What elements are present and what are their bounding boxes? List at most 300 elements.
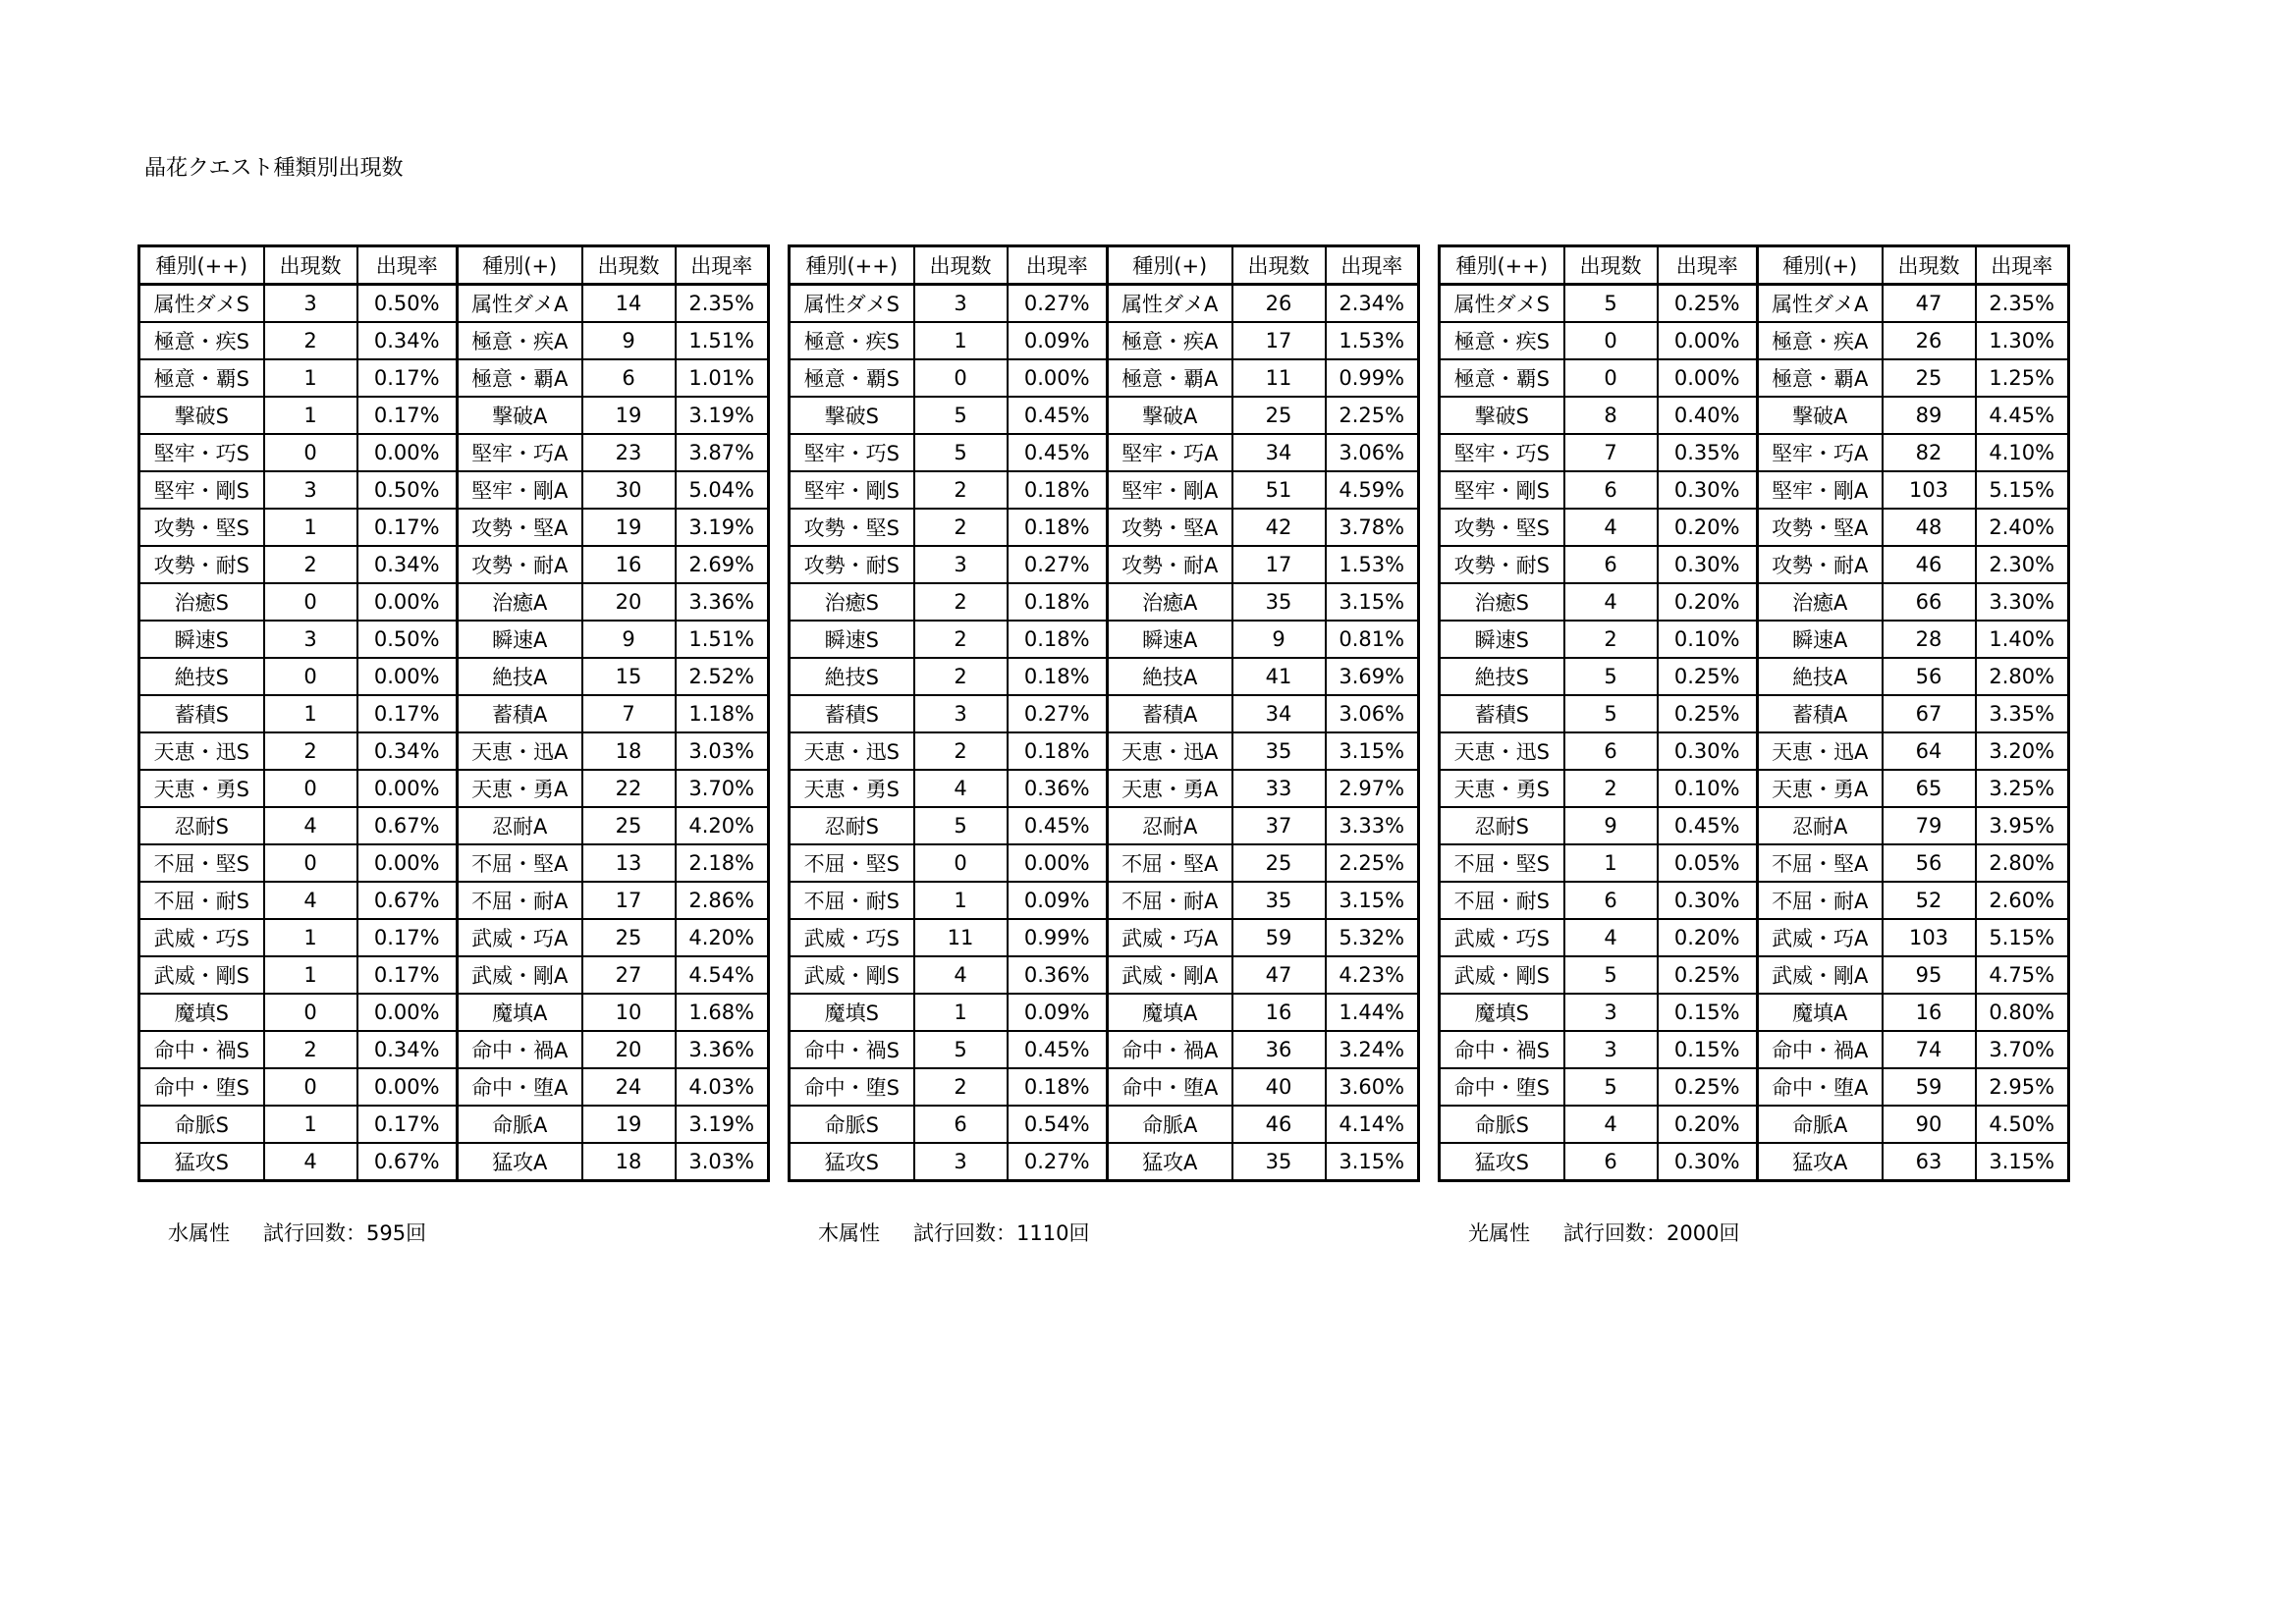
table-cell: 治癒S	[790, 583, 914, 621]
table-cell: 1.44%	[1326, 994, 1419, 1031]
table-cell: 3.03%	[676, 1143, 769, 1181]
table-cell: 3	[1564, 1031, 1658, 1068]
table-row	[1440, 546, 2069, 583]
table-cell: 0.15%	[1658, 994, 1758, 1031]
table-cell: 0.10%	[1658, 621, 1758, 658]
table-cell: 0	[264, 770, 357, 807]
table-cell: 5	[914, 434, 1008, 471]
table-cell: 瞬速S	[1440, 621, 1564, 658]
table-row	[139, 397, 769, 434]
table-cell: 5	[1564, 1068, 1658, 1106]
table-cell: 0.20%	[1658, 919, 1758, 956]
table-cell: 41	[1232, 658, 1326, 695]
table-cell: 5	[914, 807, 1008, 844]
table-cell: 0.00%	[1658, 322, 1758, 359]
table-cell: 3.15%	[1326, 882, 1419, 919]
column-header: 出現数	[914, 246, 1008, 285]
column-header: 出現数	[264, 246, 357, 285]
table-cell: 不屈・耐A	[458, 882, 582, 919]
table-cell: 9	[1564, 807, 1658, 844]
table-cell: 極意・疾A	[1108, 322, 1232, 359]
header-row	[1440, 246, 2069, 285]
table-cell: 蓄積A	[1108, 695, 1232, 732]
table-cell: 16	[1232, 994, 1326, 1031]
table-cell: 4	[1564, 583, 1658, 621]
table-cell: 属性ダメS	[1440, 285, 1564, 323]
table-cell: 0.27%	[1008, 1143, 1108, 1181]
table-cell: 攻勢・耐S	[1440, 546, 1564, 583]
table-cell: 0.18%	[1008, 1068, 1108, 1106]
table-cell: 74	[1883, 1031, 1976, 1068]
table-cell: 11	[914, 919, 1008, 956]
table-cell: 6	[914, 1106, 1008, 1143]
table-cell: 82	[1883, 434, 1976, 471]
table-cell: 7	[1564, 434, 1658, 471]
table-cell: 4.10%	[1976, 434, 2069, 471]
table-row	[790, 919, 1419, 956]
table-row	[790, 770, 1419, 807]
table-row	[139, 1031, 769, 1068]
table-cell: 34	[1232, 695, 1326, 732]
table-cell: 攻勢・耐A	[1758, 546, 1883, 583]
table-row	[139, 322, 769, 359]
table-cell: 攻勢・耐S	[139, 546, 264, 583]
table-cell: 0.81%	[1326, 621, 1419, 658]
table-row	[790, 807, 1419, 844]
table-cell: 攻勢・堅S	[139, 509, 264, 546]
table-cell: 命中・堕A	[458, 1068, 582, 1106]
table-cell: 絶技S	[790, 658, 914, 695]
table-row	[1440, 844, 2069, 882]
table-cell: 1	[914, 882, 1008, 919]
table-cell: 0.09%	[1008, 994, 1108, 1031]
table-cell: 2	[914, 509, 1008, 546]
table-row	[1440, 285, 2069, 323]
table-row	[790, 994, 1419, 1031]
table-cell: 極意・疾A	[1758, 322, 1883, 359]
table-cell: 3.95%	[1976, 807, 2069, 844]
table-cell: 命中・堕A	[1758, 1068, 1883, 1106]
table-cell: 9	[1232, 621, 1326, 658]
table-cell: 不屈・耐A	[1758, 882, 1883, 919]
table-cell: 3.87%	[676, 434, 769, 471]
header-row	[790, 246, 1419, 285]
table-cell: 0.18%	[1008, 509, 1108, 546]
table-cell: 絶技S	[1440, 658, 1564, 695]
table-row	[1440, 621, 2069, 658]
table-cell: 1.53%	[1326, 546, 1419, 583]
table-cell: 2.35%	[676, 285, 769, 323]
table-cell: 13	[582, 844, 676, 882]
table-cell: 極意・覇S	[139, 359, 264, 397]
table-cell: 51	[1232, 471, 1326, 509]
column-header: 出現率	[1658, 246, 1758, 285]
table-cell: 武威・剛S	[1440, 956, 1564, 994]
table-cell: 0.34%	[357, 1031, 458, 1068]
table-cell: 1.30%	[1976, 322, 2069, 359]
table-cell: 命脈S	[790, 1106, 914, 1143]
table-row	[1440, 882, 2069, 919]
table-cell: 0.50%	[357, 285, 458, 323]
table-row	[790, 1031, 1419, 1068]
table-cell: 23	[582, 434, 676, 471]
table-cell: 武威・剛A	[1758, 956, 1883, 994]
table-cell: 攻勢・耐A	[1108, 546, 1232, 583]
table-cell: 6	[582, 359, 676, 397]
table-cell: 1	[264, 695, 357, 732]
table-cell: 瞬速S	[139, 621, 264, 658]
table-cell: 0.25%	[1658, 1068, 1758, 1106]
table-cell: 不屈・耐S	[1440, 882, 1564, 919]
table-cell: 0.00%	[357, 844, 458, 882]
table-row	[1440, 658, 2069, 695]
table-cell: 0.17%	[357, 397, 458, 434]
table-row	[139, 285, 769, 323]
table-cell: 武威・剛A	[458, 956, 582, 994]
table-body	[790, 285, 1419, 1181]
caption-light	[1468, 1219, 1739, 1247]
table-row	[139, 956, 769, 994]
table-cell: 猛攻A	[1758, 1143, 1883, 1181]
table-cell: 命脈S	[1440, 1106, 1564, 1143]
table-row	[790, 509, 1419, 546]
column-header: 種別(++)	[1440, 246, 1564, 285]
table-cell: 0.27%	[1008, 695, 1108, 732]
table-cell: 64	[1883, 732, 1976, 770]
table-cell: 56	[1883, 844, 1976, 882]
table-cell: 0.17%	[357, 359, 458, 397]
table-cell: 不屈・堅S	[790, 844, 914, 882]
table-cell: 56	[1883, 658, 1976, 695]
table-cell: 6	[1564, 882, 1658, 919]
table-cell: 天恵・迅S	[790, 732, 914, 770]
column-header: 種別(++)	[790, 246, 914, 285]
table-cell: 4	[264, 807, 357, 844]
table-cell: 魔填S	[790, 994, 914, 1031]
table-cell: 武威・巧A	[1108, 919, 1232, 956]
table-cell: 4.54%	[676, 956, 769, 994]
table-cell: 2	[264, 732, 357, 770]
table-row	[139, 732, 769, 770]
table-cell: 3.78%	[1326, 509, 1419, 546]
table-cell: 命中・禍A	[458, 1031, 582, 1068]
table-cell: 0.36%	[1008, 956, 1108, 994]
table-cell: 0	[264, 994, 357, 1031]
table-cell: 4.50%	[1976, 1106, 2069, 1143]
table-cell: 2.35%	[1976, 285, 2069, 323]
table-row	[139, 844, 769, 882]
quest-table-light	[1438, 244, 2070, 1182]
table-row	[790, 471, 1419, 509]
table-cell: 魔填A	[1758, 994, 1883, 1031]
table-cell: 0.40%	[1658, 397, 1758, 434]
table-cell: 武威・剛A	[1108, 956, 1232, 994]
table-cell: 8	[1564, 397, 1658, 434]
table-cell: 堅牢・巧S	[139, 434, 264, 471]
table-cell: 不屈・耐A	[1108, 882, 1232, 919]
table-cell: 2.86%	[676, 882, 769, 919]
table-cell: 5	[1564, 695, 1658, 732]
table-cell: 極意・疾S	[1440, 322, 1564, 359]
table-cell: 3.19%	[676, 509, 769, 546]
table-cell: 0.54%	[1008, 1106, 1108, 1143]
column-header: 出現率	[1008, 246, 1108, 285]
table-cell: 4.20%	[676, 919, 769, 956]
table-cell: 5.15%	[1976, 471, 2069, 509]
table-cell: 0.17%	[357, 956, 458, 994]
table-cell: 3.24%	[1326, 1031, 1419, 1068]
table-row	[139, 770, 769, 807]
table-cell: 0	[1564, 359, 1658, 397]
table-cell: 3.25%	[1976, 770, 2069, 807]
column-header: 種別(+)	[1758, 246, 1883, 285]
table-cell: 絶技S	[139, 658, 264, 695]
table-cell: 2.52%	[676, 658, 769, 695]
table-cell: 59	[1883, 1068, 1976, 1106]
table-cell: 10	[582, 994, 676, 1031]
table-cell: 堅牢・巧S	[1440, 434, 1564, 471]
table-row	[139, 658, 769, 695]
table-cell: 14	[582, 285, 676, 323]
table-row	[790, 1106, 1419, 1143]
table-cell: 5	[914, 397, 1008, 434]
table-cell: 忍耐A	[458, 807, 582, 844]
table-cell: 2.25%	[1326, 844, 1419, 882]
table-cell: 天恵・勇A	[1108, 770, 1232, 807]
table-cell: 48	[1883, 509, 1976, 546]
table-cell: 堅牢・剛A	[1758, 471, 1883, 509]
table-cell: 3	[264, 285, 357, 323]
table-cell: 2.97%	[1326, 770, 1419, 807]
table-cell: 攻勢・堅A	[458, 509, 582, 546]
caption-wood	[818, 1219, 1089, 1247]
table-row	[790, 732, 1419, 770]
table-cell: 極意・疾S	[139, 322, 264, 359]
table-cell: 0.18%	[1008, 583, 1108, 621]
table-cell: 0.35%	[1658, 434, 1758, 471]
table-cell: 0	[914, 844, 1008, 882]
table-cell: 3.03%	[676, 732, 769, 770]
table-cell: 攻勢・堅S	[1440, 509, 1564, 546]
table-cell: 堅牢・剛S	[1440, 471, 1564, 509]
header-row	[139, 246, 769, 285]
table-cell: 天恵・勇A	[458, 770, 582, 807]
table-cell: 4	[1564, 919, 1658, 956]
table-cell: 2	[264, 546, 357, 583]
table-cell: 堅牢・巧S	[790, 434, 914, 471]
table-cell: 25	[582, 919, 676, 956]
table-cell: 攻勢・耐S	[790, 546, 914, 583]
table-cell: 34	[1232, 434, 1326, 471]
table-cell: 2	[264, 322, 357, 359]
table-cell: 3.33%	[1326, 807, 1419, 844]
table-cell: 0	[264, 844, 357, 882]
column-header: 出現率	[357, 246, 458, 285]
table-cell: 16	[1883, 994, 1976, 1031]
table-cell: 6	[1564, 1143, 1658, 1181]
table-cell: 6	[1564, 471, 1658, 509]
table-cell: 1.51%	[676, 621, 769, 658]
table-row	[139, 621, 769, 658]
table-cell: 103	[1883, 919, 1976, 956]
table-cell: 20	[582, 1031, 676, 1068]
table-cell: 猛攻S	[790, 1143, 914, 1181]
table-row	[139, 994, 769, 1031]
table-cell: 堅牢・巧A	[1758, 434, 1883, 471]
table-cell: 5	[1564, 658, 1658, 695]
table-cell: 0.09%	[1008, 882, 1108, 919]
table-cell: 52	[1883, 882, 1976, 919]
column-header: 出現率	[1326, 246, 1419, 285]
table-cell: 2.80%	[1976, 658, 2069, 695]
table-row	[139, 359, 769, 397]
table-cell: 0.17%	[357, 509, 458, 546]
table-cell: 堅牢・巧A	[458, 434, 582, 471]
table-cell: 0.18%	[1008, 732, 1108, 770]
table-cell: 属性ダメS	[139, 285, 264, 323]
table-cell: 0	[264, 434, 357, 471]
table-cell: 2.40%	[1976, 509, 2069, 546]
table-cell: 0.25%	[1658, 695, 1758, 732]
table-cell: 0.50%	[357, 621, 458, 658]
table-cell: 18	[582, 1143, 676, 1181]
table-cell: 20	[582, 583, 676, 621]
table-row	[790, 322, 1419, 359]
table-cell: 属性ダメS	[790, 285, 914, 323]
table-cell: 0.99%	[1008, 919, 1108, 956]
table-cell: 0.67%	[357, 882, 458, 919]
table-cell: 17	[1232, 322, 1326, 359]
attribute-label: 水属性	[168, 1221, 230, 1245]
table-cell: 魔填A	[1108, 994, 1232, 1031]
table-cell: 30	[582, 471, 676, 509]
table-cell: 天恵・迅S	[1440, 732, 1564, 770]
table-cell: 0	[1564, 322, 1658, 359]
table-cell: 命脈A	[1108, 1106, 1232, 1143]
table-cell: 5.32%	[1326, 919, 1419, 956]
table-cell: 90	[1883, 1106, 1976, 1143]
table-row	[790, 397, 1419, 434]
table-cell: 0.25%	[1658, 285, 1758, 323]
table-cell: 攻勢・堅A	[1758, 509, 1883, 546]
table-row	[1440, 471, 2069, 509]
table-cell: 3.30%	[1976, 583, 2069, 621]
table-cell: 35	[1232, 732, 1326, 770]
table-cell: 4.14%	[1326, 1106, 1419, 1143]
table-cell: 0	[264, 583, 357, 621]
table-row	[1440, 509, 2069, 546]
table-cell: 2	[914, 1068, 1008, 1106]
table-row	[790, 695, 1419, 732]
table-cell: 堅牢・剛S	[139, 471, 264, 509]
table-cell: 0	[264, 1068, 357, 1106]
table-cell: 103	[1883, 471, 1976, 509]
table-cell: 2.69%	[676, 546, 769, 583]
table-cell: 24	[582, 1068, 676, 1106]
table-cell: 2.60%	[1976, 882, 2069, 919]
table-cell: 天恵・迅A	[1758, 732, 1883, 770]
table-cell: 1	[264, 1106, 357, 1143]
table-cell: 2	[914, 658, 1008, 695]
table-cell: 極意・覇A	[1108, 359, 1232, 397]
table-cell: 攻勢・堅A	[1108, 509, 1232, 546]
table-cell: 6	[1564, 546, 1658, 583]
table-row	[139, 919, 769, 956]
table-cell: 3	[264, 471, 357, 509]
column-header: 出現率	[676, 246, 769, 285]
table-cell: 撃破A	[458, 397, 582, 434]
table-cell: 0.18%	[1008, 621, 1108, 658]
table-cell: 猛攻A	[458, 1143, 582, 1181]
table-cell: 撃破S	[139, 397, 264, 434]
table-cell: 3.36%	[676, 1031, 769, 1068]
table-cell: 2.80%	[1976, 844, 2069, 882]
table-cell: 59	[1232, 919, 1326, 956]
table-cell: 3.70%	[1976, 1031, 2069, 1068]
table-cell: 武威・剛S	[139, 956, 264, 994]
table-cell: 1.68%	[676, 994, 769, 1031]
table-cell: 0.00%	[357, 1068, 458, 1106]
column-header: 種別(++)	[139, 246, 264, 285]
table-cell: 0.00%	[1008, 359, 1108, 397]
table-cell: 0.30%	[1658, 471, 1758, 509]
table-row	[1440, 1106, 2069, 1143]
table-cell: 天恵・勇S	[139, 770, 264, 807]
table-row	[139, 882, 769, 919]
table-cell: 5	[1564, 285, 1658, 323]
table-cell: 属性ダメA	[458, 285, 582, 323]
table-cell: 撃破S	[790, 397, 914, 434]
table-cell: 89	[1883, 397, 1976, 434]
table-cell: 堅牢・巧A	[1108, 434, 1232, 471]
table-cell: 5	[914, 1031, 1008, 1068]
table-cell: 忍耐S	[139, 807, 264, 844]
table-row	[790, 882, 1419, 919]
table-cell: 0.99%	[1326, 359, 1419, 397]
table-cell: 3.15%	[1326, 583, 1419, 621]
table-cell: 0.34%	[357, 322, 458, 359]
table-row	[790, 583, 1419, 621]
table-cell: 6	[1564, 732, 1658, 770]
table-cell: 0.80%	[1976, 994, 2069, 1031]
table-cell: 堅牢・剛S	[790, 471, 914, 509]
table-cell: 25	[1232, 397, 1326, 434]
table-cell: 堅牢・剛A	[458, 471, 582, 509]
table-cell: 蓄積S	[1440, 695, 1564, 732]
table-cell: 4.75%	[1976, 956, 2069, 994]
table-cell: 19	[582, 1106, 676, 1143]
table-cell: 2	[914, 732, 1008, 770]
table-cell: 極意・覇S	[790, 359, 914, 397]
table-cell: 3	[1564, 994, 1658, 1031]
table-row	[790, 621, 1419, 658]
table-cell: 0.36%	[1008, 770, 1108, 807]
table-cell: 36	[1232, 1031, 1326, 1068]
table-cell: 絶技A	[458, 658, 582, 695]
table-row	[1440, 919, 2069, 956]
table-cell: 0.25%	[1658, 956, 1758, 994]
table-row	[139, 509, 769, 546]
table-cell: 命中・禍S	[1440, 1031, 1564, 1068]
table-row	[790, 844, 1419, 882]
table-cell: 4	[1564, 1106, 1658, 1143]
table-cell: 1	[264, 397, 357, 434]
table-cell: 不屈・堅A	[1758, 844, 1883, 882]
table-row	[1440, 994, 2069, 1031]
table-row	[139, 1106, 769, 1143]
table-row	[790, 546, 1419, 583]
table-cell: 不屈・耐S	[790, 882, 914, 919]
